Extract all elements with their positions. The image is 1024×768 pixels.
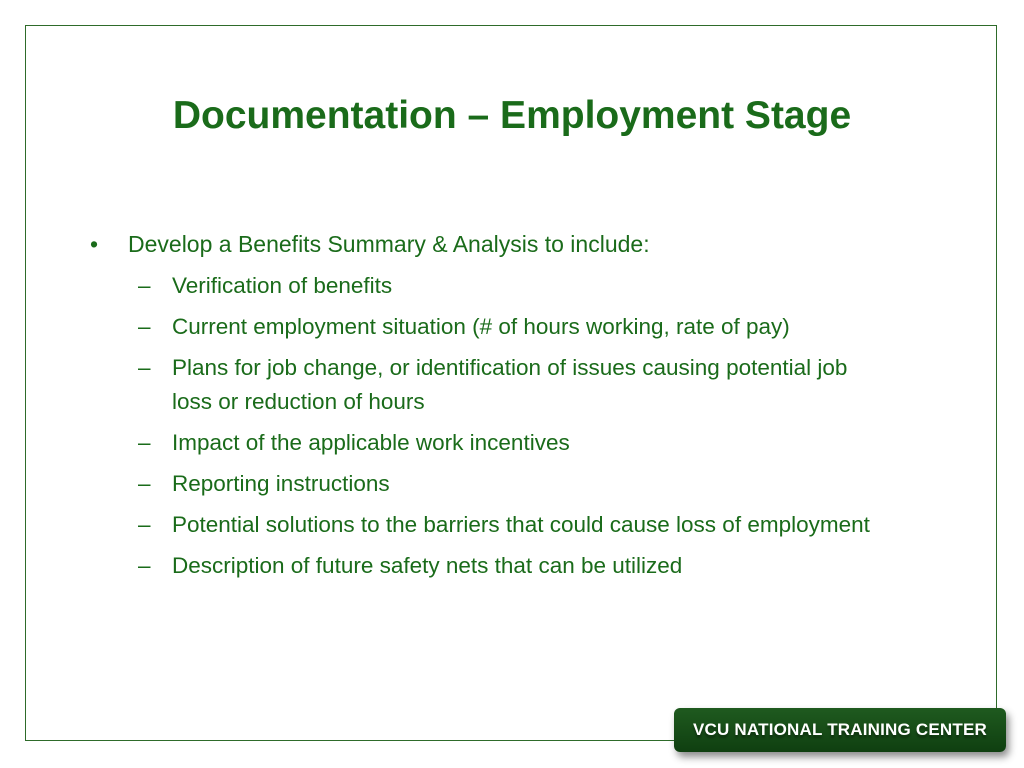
vcu-logo-badge xyxy=(674,708,1006,752)
dash-marker: – xyxy=(138,471,151,496)
dash-marker: – xyxy=(138,512,151,537)
bullet-text: Develop a Benefits Summary & Analysis to include: xyxy=(128,231,650,257)
bullet-marker: • xyxy=(90,231,99,257)
sub-bullet-item xyxy=(88,549,948,583)
dash-marker: – xyxy=(138,430,151,455)
sub-bullet-list xyxy=(88,269,948,583)
sub-bullet-text: Reporting instructions xyxy=(172,471,390,496)
sub-bullet-text: Potential solutions to the barriers that could cause loss of employment xyxy=(172,512,870,537)
sub-bullet-item xyxy=(88,467,948,501)
sub-bullet-item xyxy=(88,426,948,460)
bullet-item xyxy=(88,228,948,261)
logo-text: VCU NATIONAL TRAINING CENTER xyxy=(693,720,987,739)
sub-bullet-item xyxy=(88,269,948,303)
sub-bullet-text: Verification of benefits xyxy=(172,273,393,298)
sub-bullet-text: Impact of the applicable work incentives xyxy=(172,430,570,455)
sub-bullet-text: Description of future safety nets that can be utilized xyxy=(172,553,683,578)
dash-marker: – xyxy=(138,314,151,339)
dash-marker: – xyxy=(138,355,151,380)
sub-bullet-item xyxy=(88,351,948,419)
dash-marker: – xyxy=(138,553,151,578)
dash-marker: – xyxy=(138,273,151,298)
slide-title: Documentation – Employment Stage xyxy=(172,94,852,137)
slide-content xyxy=(88,228,948,590)
sub-bullet-text: Plans for job change, or identification of issues causing potential job loss or reduction of hours xyxy=(172,355,848,414)
sub-bullet-item xyxy=(88,310,948,344)
sub-bullet-item xyxy=(88,508,948,542)
sub-bullet-text: Current employment situation (# of hours working, rate of pay) xyxy=(172,314,790,339)
